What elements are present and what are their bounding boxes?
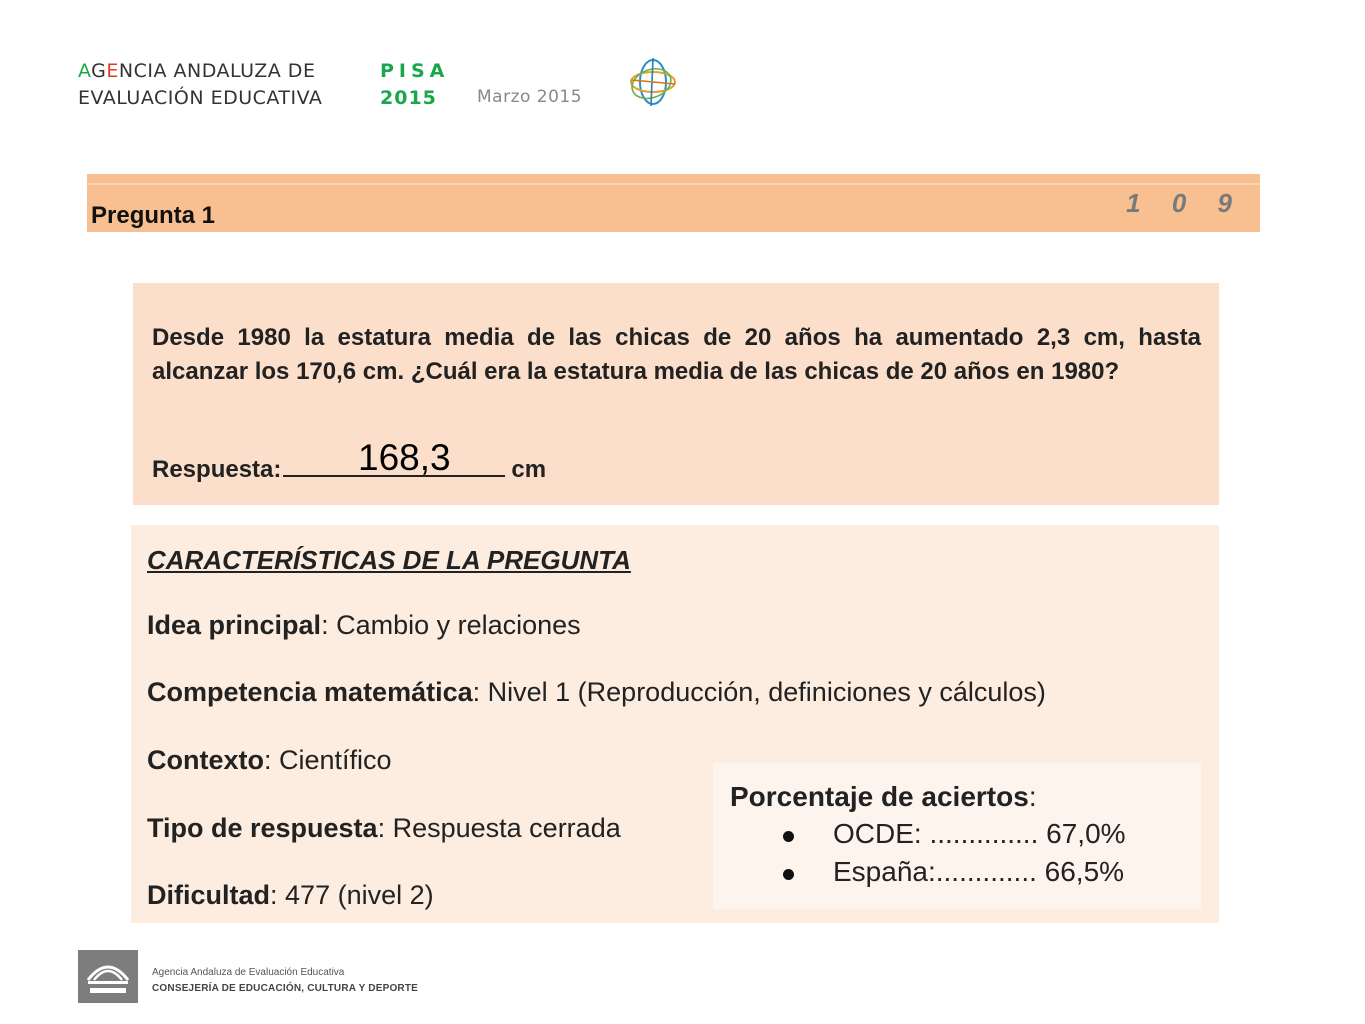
footer-agency: Agencia Andaluza de Evaluación Educativa xyxy=(152,967,345,978)
agency-line-1 xyxy=(78,58,322,85)
characteristic-row xyxy=(147,880,434,911)
question-code: 1 0 9 xyxy=(1126,188,1244,218)
characteristic-sep: : xyxy=(321,610,337,640)
agency-name xyxy=(78,58,322,112)
response-unit: cm xyxy=(511,456,547,483)
pisa-label xyxy=(380,58,449,112)
characteristic-label: Idea principal xyxy=(147,610,322,640)
characteristic-row xyxy=(147,610,581,641)
percentages-title-sep: : xyxy=(1028,781,1037,812)
characteristic-row xyxy=(147,813,621,844)
agency-line-2: EVALUACIÓN EDUCATIVA xyxy=(78,87,323,109)
date-label: Marzo 2015 xyxy=(477,87,583,107)
question-title: Pregunta 1 xyxy=(91,202,216,229)
characteristic-row xyxy=(147,677,1046,708)
characteristic-value: 477 (nivel 2) xyxy=(285,880,434,910)
question-bar xyxy=(87,174,1260,232)
characteristic-sep: : xyxy=(472,677,488,707)
agency-letter-g: G xyxy=(91,60,107,82)
characteristic-value: Cambio y relaciones xyxy=(336,610,581,640)
characteristic-value: Respuesta cerrada xyxy=(392,813,621,843)
characteristic-value: Científico xyxy=(279,745,392,775)
question-box xyxy=(133,283,1219,505)
bar-divider xyxy=(87,183,1260,185)
bullet-icon xyxy=(783,831,794,842)
characteristic-value: Nivel 1 (Reproducción, definiciones y cálculos) xyxy=(487,677,1046,707)
question-text: Desde 1980 la estatura media de las chicas de 20 años ha aumentado 2,3 cm, hasta alcanzar los 170,6 cm. ¿Cuál era la estatura media de las chicas de 20 años en 1980? xyxy=(152,324,1201,385)
pisa-globe-icon xyxy=(627,56,679,108)
percentage-spain: España:............. 66,5% xyxy=(833,856,1125,887)
characteristic-label: Contexto xyxy=(147,745,264,775)
characteristic-label: Tipo de respuesta xyxy=(147,813,378,843)
characteristic-label: Competencia matemática xyxy=(147,677,473,707)
response-line xyxy=(152,451,546,484)
agency-line-1-rest: NCIA ANDALUZA DE xyxy=(118,60,316,82)
percentages-title xyxy=(730,781,1037,813)
agency-letter-a: A xyxy=(78,60,92,82)
percentages-title-text: Porcentaje de aciertos xyxy=(730,781,1029,812)
pisa-year: 2015 xyxy=(380,87,437,109)
characteristic-sep: : xyxy=(377,813,393,843)
bullet-icon xyxy=(783,869,794,880)
characteristics-heading: CARACTERÍSTICAS DE LA PREGUNTA xyxy=(147,545,631,575)
characteristic-sep: : xyxy=(270,880,286,910)
characteristic-label: Dificultad xyxy=(147,880,271,910)
response-label: Respuesta: xyxy=(152,456,282,483)
agency-letter-e: E xyxy=(106,60,119,82)
characteristic-sep: : xyxy=(264,745,280,775)
pisa-title: PISA xyxy=(380,60,450,82)
percentages-box xyxy=(713,763,1201,909)
footer-ministry: CONSEJERÍA DE EDUCACIÓN, CULTURA Y DEPORTE xyxy=(152,983,419,994)
handwritten-answer: 168,3 xyxy=(358,437,451,478)
junta-de-andalucia-logo xyxy=(78,950,138,1003)
percentage-oecd: OCDE: .............. 67,0% xyxy=(833,818,1126,849)
characteristic-row xyxy=(147,745,392,776)
